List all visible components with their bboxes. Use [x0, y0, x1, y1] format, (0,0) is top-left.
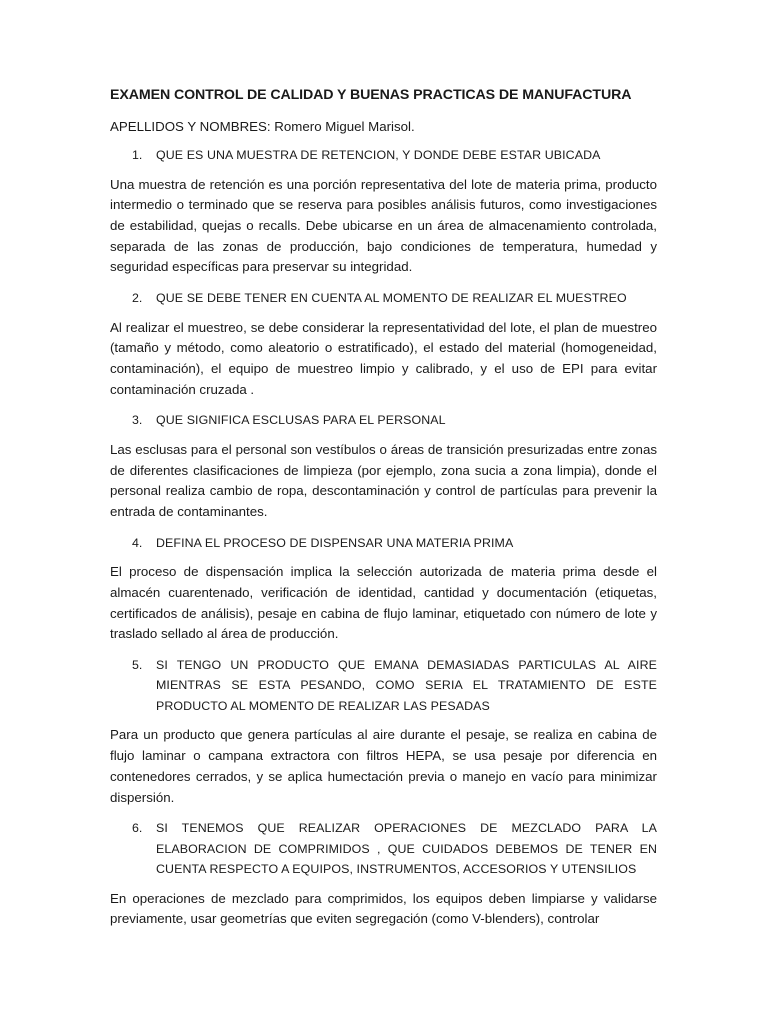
question-text: SI TENGO UN PRODUCTO QUE EMANA DEMASIADAS PARTICULAS AL AIRE MIENTRAS SE ESTA PESANDO, COMO SERIA EL TRATAMIENTO DE ESTE PRODUCTO AL MOMENTO DE REALIZAR LAS PESADAS: [156, 657, 657, 713]
question-text: QUE SIGNIFICA ESCLUSAS PARA EL PERSONAL: [156, 413, 446, 428]
answer-4: El proceso de dispensación implica la selección autorizada de materia prima desde el almacén cuarentenado, verificación de identidad, cantidad y documentación (etiquetas, certificados de análisis), pesaje en cabina de flujo laminar, etiquetado con número de lote y traslado sellado al área de producción.: [110, 564, 657, 642]
student-name: APELLIDOS Y NOMBRES: Romero Miguel Marisol.: [110, 119, 415, 134]
question-number: 3.: [132, 413, 143, 428]
question-1: [110, 145, 657, 166]
question-number: 6.: [132, 821, 143, 836]
question-number: 4.: [132, 535, 143, 550]
question-number: 2.: [132, 291, 143, 306]
question-2: [110, 288, 657, 309]
document-title: EXAMEN CONTROL DE CALIDAD Y BUENAS PRACTICAS DE MANUFACTURA: [110, 87, 632, 103]
answer-2: Al realizar el muestreo, se debe considerar la representatividad del lote, el plan de muestreo (tamaño y método, como aleatorio o estratificado), el estado del material (homogeneidad, contaminación), el equipo de muestreo limpio y calibrado, y el uso de EPI para evitar contaminación cruzada .: [110, 319, 657, 397]
question-6: [110, 818, 657, 880]
question-4: [110, 533, 657, 554]
question-text: QUE SE DEBE TENER EN CUENTA AL MOMENTO DE REALIZAR EL MUESTREO: [156, 291, 627, 306]
question-number: 5.: [132, 657, 143, 672]
question-3: [110, 410, 657, 431]
answer-6: En operaciones de mezclado para comprimidos, los equipos deben limpiarse y validarse previamente, usar geometrías que eviten segregación (como V-blenders), controlar: [110, 890, 657, 927]
question-5: [110, 655, 657, 717]
question-text: DEFINA EL PROCESO DE DISPENSAR UNA MATERIA PRIMA: [156, 535, 514, 550]
question-text: SI TENEMOS QUE REALIZAR OPERACIONES DE MEZCLADO PARA LA ELABORACION DE COMPRIMIDOS , QUE CUIDADOS DEBEMOS DE TENER EN CUENTA RESPECTO A EQUIPOS, INSTRUMENTOS, ACCESORIOS Y UTENSILIOS: [156, 821, 657, 877]
answer-3: Las esclusas para el personal son vestíbulos o áreas de transición presurizadas entre zonas de diferentes clasificaciones de limpieza (por ejemplo, zona sucia a zona limpia), donde el personal realiza cambio de ropa, descontaminación y control de partículas para prevenir la entrada de contaminantes.: [110, 441, 657, 519]
question-number: 1.: [132, 148, 143, 162]
question-text: QUE ES UNA MUESTRA DE RETENCION, Y DONDE DEBE ESTAR UBICADA: [156, 148, 601, 162]
answer-5: Para un producto que genera partículas al aire durante el pesaje, se realiza en cabina de flujo laminar o campana extractora con filtros HEPA, se usa pesaje por diferencia en contenedores cerrados, y se aplica humectación previa o manejo en vacío para minimizar dispersión.: [110, 727, 657, 805]
answer-1: Una muestra de retención es una porción representativa del lote de materia prima, producto intermedio o terminado que se reserva para posibles análisis futuros, como investigaciones de estabilidad, quejas o recalls. Debe ubicarse en un área de almacenamiento controlada, separada de las zonas de producción, bajo condiciones de temperatura, humedad y seguridad específicas para preservar su integridad.: [110, 176, 657, 275]
